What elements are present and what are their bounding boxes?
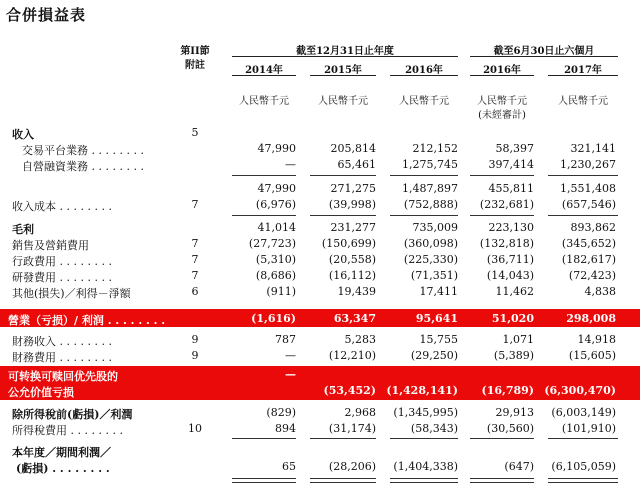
table-row-finance-costs: [0, 347, 640, 363]
value-cell: 205,814: [330, 142, 376, 155]
value-cell: (27,723): [248, 237, 296, 250]
year-header-5: 2017年: [564, 65, 602, 76]
value-cell: 58,397: [495, 142, 534, 155]
subtotal-rule: [310, 438, 376, 439]
subtotal-rule: [390, 175, 458, 176]
value-cell: 212,152: [412, 142, 458, 155]
subtotal-rule: [470, 175, 534, 176]
value-cell: (829): [266, 406, 296, 419]
table-row-income-tax: [0, 420, 640, 436]
subtotal-rule: [232, 438, 296, 439]
value-cell: (8,686): [255, 269, 296, 282]
year-underline: [470, 75, 534, 76]
value-cell: 1,275,745: [402, 158, 458, 171]
row-note: 10: [188, 422, 202, 435]
year-underline: [310, 75, 376, 76]
unaudited-label: (未經審計): [478, 110, 526, 121]
table-row-admin-expenses: [0, 251, 640, 267]
row-note: 5: [191, 126, 199, 139]
year-header-2: 2015年: [324, 65, 362, 76]
table-row-revenue-total: [0, 180, 640, 196]
table-row-operating-profit: [0, 309, 640, 327]
value-cell: 63,347: [333, 312, 376, 325]
value-cell: (31,174): [328, 422, 376, 435]
note-col-header-1: 第II節: [180, 46, 210, 57]
row-label: 銷售及營銷費用: [12, 239, 89, 252]
value-cell: (15,605): [568, 349, 616, 362]
value-cell: (132,818): [479, 237, 534, 250]
value-cell: —: [285, 368, 296, 381]
row-note: 7: [191, 253, 199, 266]
table-row-pretax-profit: [0, 404, 640, 420]
value-cell: 14,918: [577, 333, 616, 346]
value-cell: 223,130: [488, 221, 534, 234]
group-header-annual: 截至12月31日止年度: [296, 46, 394, 57]
value-cell: 231,277: [330, 221, 376, 234]
value-cell: (1,404,338): [393, 460, 458, 473]
value-cell: (14,043): [486, 269, 534, 282]
value-cell: 65,461: [337, 158, 376, 171]
row-label: 行政費用 . . .: [12, 253, 112, 269]
value-cell: (5,389): [493, 349, 534, 362]
value-cell: (71,351): [410, 269, 458, 282]
subtotal-rule: [470, 215, 534, 216]
value-cell: (6,003,149): [551, 406, 616, 419]
value-cell: 455,811: [488, 182, 534, 195]
subtotal-rule: [232, 215, 296, 216]
value-cell: 1,230,267: [560, 158, 616, 171]
unit-label-3: 人民幣千元: [399, 96, 449, 107]
value-cell: 17,411: [419, 285, 458, 298]
row-note: 7: [191, 198, 199, 211]
value-cell: (53,452): [323, 384, 376, 397]
row-label-line2: 公允价值亏损: [8, 386, 74, 399]
value-cell: 15,755: [419, 333, 458, 346]
value-cell: (6,105,059): [551, 460, 616, 473]
value-cell: (360,098): [403, 237, 458, 250]
value-cell: (20,558): [328, 253, 376, 266]
unit-label-4: 人民幣千元: [477, 96, 527, 107]
row-note: 9: [191, 333, 199, 346]
row-label: 自營融資業務 . . .: [22, 158, 144, 174]
value-cell: 1,487,897: [402, 182, 458, 195]
subtotal-rule: [232, 175, 296, 176]
value-cell: (1,428,141): [386, 384, 458, 397]
group-underline-annual: [232, 56, 458, 57]
unit-label-2: 人民幣千元: [318, 96, 368, 107]
value-cell: (5,310): [255, 253, 296, 266]
subtotal-rule: [548, 175, 618, 176]
year-header-4: 2016年: [483, 65, 521, 76]
row-label: 收入: [12, 128, 34, 141]
value-cell: —: [285, 349, 296, 362]
value-cell: 271,275: [330, 182, 376, 195]
row-label: 可转换可赎回优先股的: [8, 370, 118, 383]
unit-label-5: 人民幣千元: [558, 96, 608, 107]
value-cell: 735,009: [412, 221, 458, 234]
value-cell: 19,439: [337, 285, 376, 298]
value-cell: 1,551,408: [560, 182, 616, 195]
table-row-rnd-expenses: [0, 267, 640, 283]
note-col-header-2: 附註: [185, 60, 205, 71]
value-cell: (232,681): [479, 198, 534, 211]
table-row-cost-of-revenue: [0, 196, 640, 212]
value-cell: (28,206): [328, 460, 376, 473]
row-label: 毛利: [12, 223, 34, 236]
value-cell: 298,008: [566, 312, 616, 325]
unit-label-1: 人民幣千元: [239, 96, 289, 107]
total-double-rule: [310, 478, 376, 483]
value-cell: (657,546): [561, 198, 616, 211]
row-note: 7: [191, 237, 199, 250]
table-row-proprietary-financing: [0, 156, 640, 172]
table-row-trading-platform: [0, 140, 640, 156]
row-label: 其他(損失)／利得－淨額: [12, 287, 131, 300]
value-cell: (150,699): [321, 237, 376, 250]
subtotal-rule: [470, 438, 534, 439]
year-underline: [548, 75, 618, 76]
group-header-interim: 截至6月30日止六個月: [493, 46, 595, 57]
statement-title: 合併損益表: [6, 6, 87, 24]
row-note: 9: [191, 349, 199, 362]
subtotal-rule: [390, 215, 458, 216]
row-label: 交易平台業務 . . .: [22, 142, 144, 158]
row-label: 財務費用 . . .: [12, 349, 112, 365]
value-cell: (58,343): [410, 422, 458, 435]
value-cell: (12,210): [328, 349, 376, 362]
value-cell: (16,789): [481, 384, 534, 397]
value-cell: 5,283: [344, 333, 376, 346]
row-label: 所得稅費用 . . .: [12, 422, 123, 438]
value-cell: —: [285, 158, 296, 171]
value-cell: 47,990: [257, 142, 296, 155]
table-row-fair-value-loss: [0, 366, 640, 400]
value-cell: (30,560): [486, 422, 534, 435]
value-cell: (225,330): [403, 253, 458, 266]
value-cell: (1,345,995): [393, 406, 458, 419]
value-cell: (72,423): [568, 269, 616, 282]
table-row-finance-income: [0, 331, 640, 347]
table-row-other-gains: [0, 283, 640, 299]
value-cell: (39,998): [328, 198, 376, 211]
value-cell: (29,250): [410, 349, 458, 362]
value-cell: 893,862: [570, 221, 616, 234]
row-label: 本年度／期間利潤／: [12, 446, 111, 459]
value-cell: 894: [275, 422, 296, 435]
value-cell: 397,414: [488, 158, 534, 171]
value-cell: 95,641: [415, 312, 458, 325]
row-label-line2: (虧損) . . .: [16, 460, 110, 476]
table-row-net-profit: [0, 442, 640, 476]
total-double-rule: [390, 478, 458, 483]
value-cell: (6,300,470): [544, 384, 616, 397]
value-cell: 4,838: [584, 285, 616, 298]
row-note: 6: [191, 285, 199, 298]
subtotal-rule: [310, 175, 376, 176]
subtotal-rule: [390, 438, 458, 439]
year-header-3: 2016年: [405, 65, 443, 76]
value-cell: 47,990: [257, 182, 296, 195]
row-label: 研發費用 . . .: [12, 269, 112, 285]
value-cell: (182,617): [561, 253, 616, 266]
value-cell: 2,968: [344, 406, 376, 419]
value-cell: 787: [275, 333, 296, 346]
year-underline: [390, 75, 458, 76]
value-cell: (16,112): [328, 269, 376, 282]
value-cell: 1,071: [502, 333, 534, 346]
table-row-gross-profit: [0, 219, 640, 235]
value-cell: (101,910): [561, 422, 616, 435]
value-cell: (911): [266, 285, 296, 298]
subtotal-rule: [548, 215, 618, 216]
value-cell: 65: [282, 460, 296, 473]
value-cell: 51,020: [491, 312, 534, 325]
row-label: 財務收入 . . .: [12, 333, 112, 349]
value-cell: 29,913: [495, 406, 534, 419]
subtotal-rule: [310, 215, 376, 216]
subtotal-rule: [548, 438, 618, 439]
total-double-rule: [548, 478, 618, 483]
group-underline-interim: [470, 56, 618, 57]
value-cell: (6,976): [255, 198, 296, 211]
value-cell: (1,616): [251, 312, 296, 325]
table-row-revenue-heading: [0, 124, 640, 140]
value-cell: (647): [504, 460, 534, 473]
value-cell: (345,652): [561, 237, 616, 250]
row-label: 除所得稅前(虧損)／利潤: [12, 408, 133, 421]
value-cell: 11,462: [495, 285, 534, 298]
year-underline: [232, 75, 296, 76]
total-double-rule: [470, 478, 534, 483]
value-cell: 41,014: [257, 221, 296, 234]
table-row-selling-expenses: [0, 235, 640, 251]
row-label: 營業（亏损）/ 利润 . . .: [8, 312, 165, 328]
value-cell: (36,711): [486, 253, 534, 266]
year-header-1: 2014年: [245, 65, 283, 76]
row-label: 收入成本 . . .: [12, 198, 112, 214]
value-cell: 321,141: [570, 142, 616, 155]
row-note: 7: [191, 269, 199, 282]
value-cell: (752,888): [403, 198, 458, 211]
total-double-rule: [232, 478, 296, 483]
